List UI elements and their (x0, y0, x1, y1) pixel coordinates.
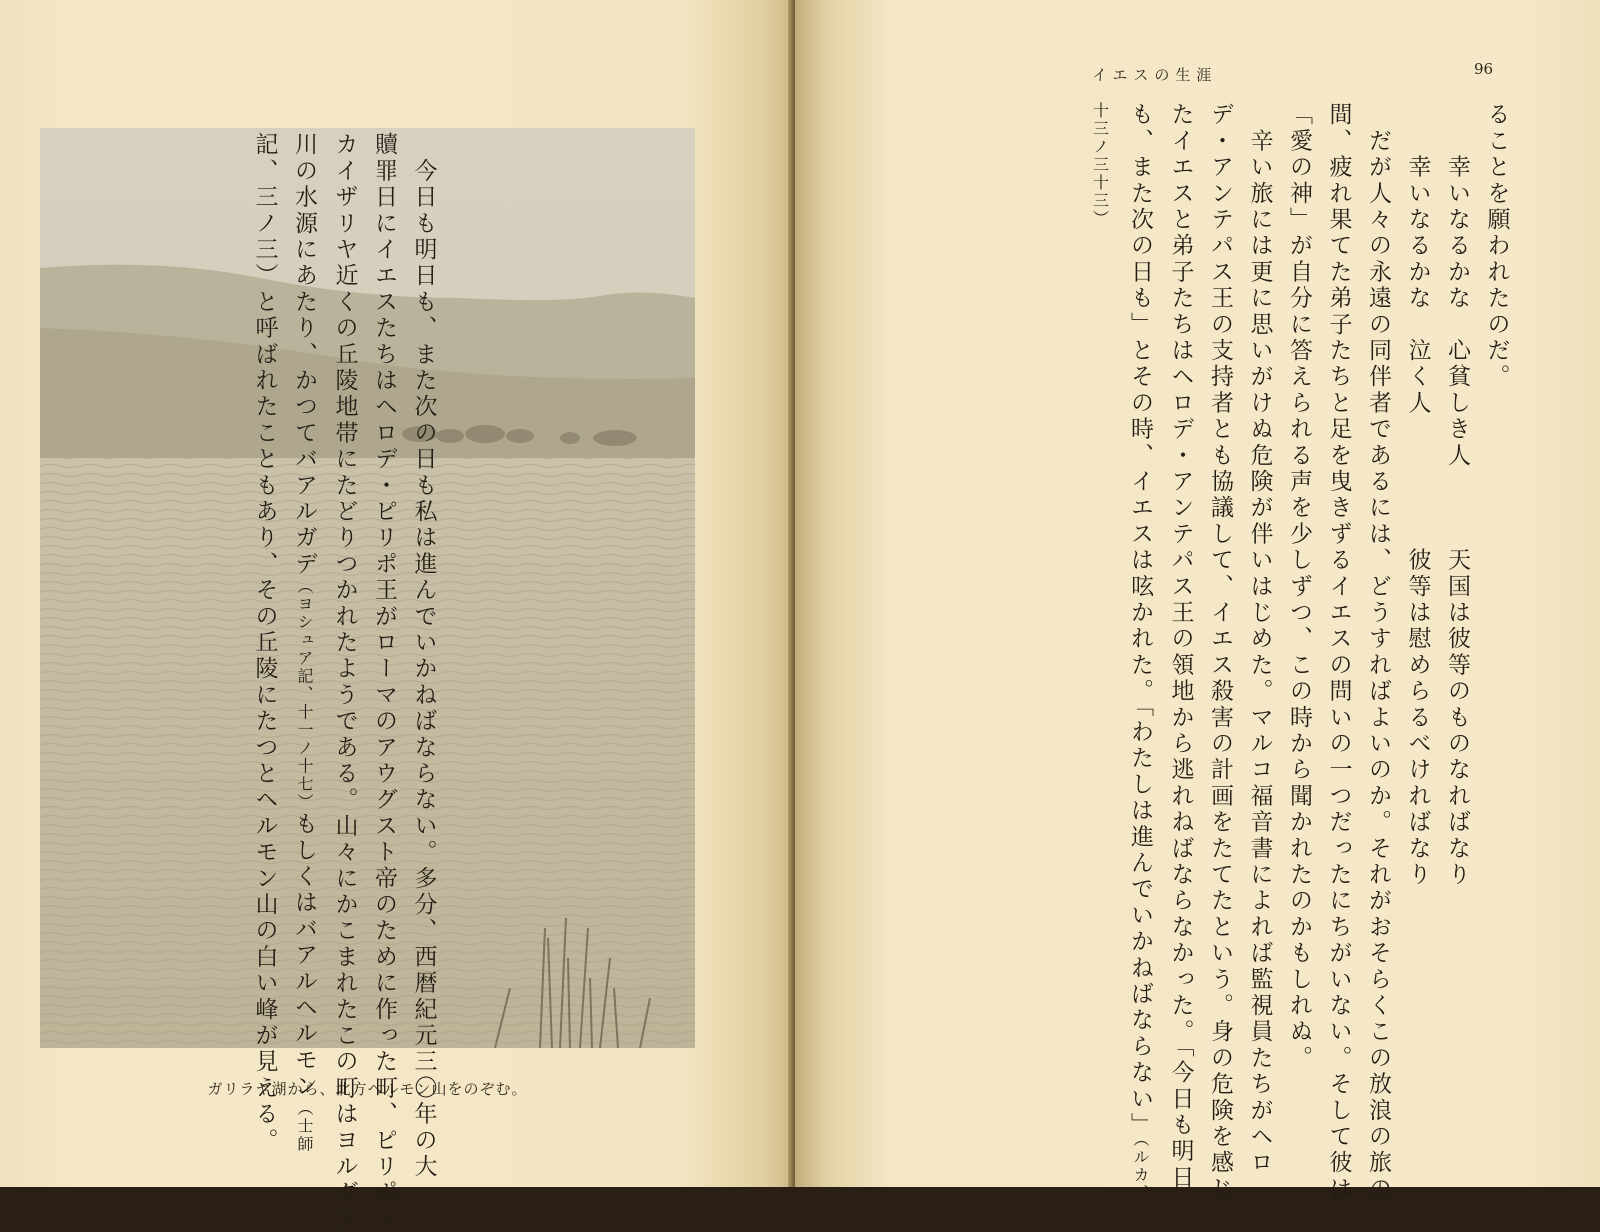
left-body-text (244, 132, 443, 1232)
left-line-2: 贖罪日にイエスたちはヘロデ・ピリポ王がローマのアウグスト帝のために作った町、ピリポ・ (371, 132, 397, 1232)
left-line-5: 記、三ノ三）と呼ばれたこともあり、その丘陵にたつとヘルモン山の白い峰が見える。 (251, 132, 278, 1154)
right-line-4: だが人々の永遠の同伴者であるには、どうすればよいのか。それがおそらくこの放浪の旅の (1365, 102, 1391, 1203)
right-line-2: 幸いなるかな 心貧しき人 天国は彼等のものなればなり (1444, 102, 1470, 888)
right-line-9: たイエスと弟子たちはヘロデ・アンテパス王の領地から逃れねばならなかった。「今日も明日 (1167, 102, 1194, 1191)
right-body-text (1080, 102, 1516, 1203)
right-line-7: 辛い旅には更に思いがけぬ危険が伴いはじめた。マルコ福音書によれば監視員たちがヘロ (1246, 102, 1273, 1177)
right-line-11: 十三ノ三十三） (1090, 102, 1110, 228)
right-line-10-note: （ルカ、 (1131, 1138, 1150, 1203)
right-line-6: 「愛の神」が自分に答えられる声を少しずつ、この時から聞かれたのかもしれぬ。 (1286, 102, 1312, 1072)
running-head: イエスの生涯 (1092, 66, 1218, 84)
left-line-4-text: 川の水源にあたり、かつてバアルガデ (291, 132, 317, 578)
right-line-8: デ・アンテパス王の支持者とも協議して、イエス殺害の計画をたてたという。身の危険を感じ (1207, 102, 1233, 1203)
left-line-4 (284, 132, 325, 1172)
left-line-4-note-end: （士師 (295, 1099, 314, 1154)
right-line-10-text: も、また次の日も」とその時、イエスは呟かれた。「わたしは進んでいかねばならない」 (1127, 102, 1153, 1139)
right-line-10 (1120, 102, 1161, 1203)
left-line-3: カイザリヤ近くの丘陵地帯にたどりつかれたようである。山々にかこまれたこの町はヨルダン (331, 132, 358, 1232)
left-line-4-note: （ヨシュア記、十一ノ十七） (295, 577, 314, 812)
photo-caption: ガリラヤ湖から、北方ヘルモン山をのぞむ。 (207, 1080, 528, 1098)
right-line-3: 幸いなるかな 泣く人 彼等は慰めらるべければなり (1404, 102, 1431, 888)
left-line-1: 今日も明日も、また次の日も私は進んでいかねばならない。多分、西暦紀元三〇年の大 (410, 132, 437, 1180)
right-line-5: 間、疲れ果てた弟子たちと足を曳きずるイエスの問いの一つだったにちがいない。そして彼は (1325, 102, 1352, 1203)
page-number: 96 (1474, 60, 1494, 78)
left-line-4-tail: もしくはバアルヘルモン (291, 811, 317, 1100)
left-page (0, 0, 795, 1232)
right-line-1: ることを願われたのだ。 (1483, 102, 1510, 391)
